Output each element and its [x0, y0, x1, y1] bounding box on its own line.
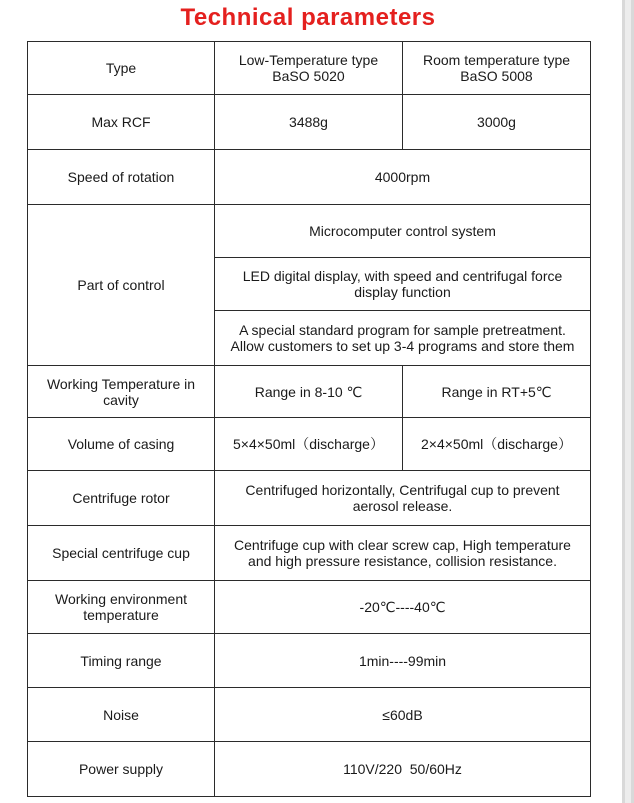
- power-value: 110V/220 50/60Hz: [215, 742, 591, 797]
- cup-value: Centrifuge cup with clear screw cap, High temperature and high pressure resistance, collision resistance.: [215, 526, 591, 581]
- low-temp-model: BaSO 5020: [272, 68, 345, 84]
- low-temp-type-name: Low-Temperature type: [238, 52, 379, 68]
- control-label: Part of control: [28, 205, 215, 366]
- speed-label: Speed of rotation: [28, 150, 215, 205]
- working-temp-label: Working Temperature in cavity: [28, 366, 215, 418]
- low-temp-type-cell: [215, 42, 403, 95]
- type-label: Type: [28, 42, 215, 95]
- noise-label: Noise: [28, 688, 215, 742]
- max-rcf-low-temp: 3488g: [215, 95, 403, 150]
- table-row-timing: [28, 634, 591, 688]
- table-row-power: [28, 742, 591, 797]
- table-row-cup: [28, 526, 591, 581]
- table-row-volume: [28, 418, 591, 471]
- volume-label: Volume of casing: [28, 418, 215, 471]
- max-rcf-label: Max RCF: [28, 95, 215, 150]
- volume-low-temp: 5×4×50ml（discharge）: [215, 418, 403, 471]
- rotor-value: Centrifuged horizontally, Centrifugal cup to prevent aerosol release.: [215, 471, 591, 526]
- page-title: Technical parameters: [180, 4, 436, 31]
- cup-label: Special centrifuge cup: [28, 526, 215, 581]
- table-row-rotor: [28, 471, 591, 526]
- room-temp-type-name: Room temperature type: [422, 52, 571, 68]
- speed-value: 4000rpm: [215, 150, 591, 205]
- volume-room-temp: 2×4×50ml（discharge）: [403, 418, 591, 471]
- env-temp-value: -20℃----40℃: [215, 581, 591, 634]
- working-temp-room: Range in RT+5℃: [403, 366, 591, 418]
- table-row-noise: [28, 688, 591, 742]
- max-rcf-room-temp: 3000g: [403, 95, 591, 150]
- table-row-type: [28, 42, 591, 95]
- table-row-max-rcf: [28, 95, 591, 150]
- table-row-env-temp: [28, 581, 591, 634]
- table-row-control-1: [28, 205, 591, 258]
- working-temp-low: Range in 8-10 ℃: [215, 366, 403, 418]
- timing-value: 1min----99min: [215, 634, 591, 688]
- room-temp-model: BaSO 5008: [460, 68, 533, 84]
- room-temp-type-cell: [403, 42, 591, 95]
- control-item-2: LED digital display, with speed and centrifugal force display function: [215, 258, 591, 311]
- table-row-speed: [28, 150, 591, 205]
- rotor-label: Centrifuge rotor: [28, 471, 215, 526]
- spec-table: [27, 41, 591, 797]
- scrollbar[interactable]: [622, 0, 634, 803]
- control-item-3: A special standard program for sample pretreatment. Allow customers to set up 3-4 programs and store them: [215, 311, 591, 366]
- scrollbar-thumb[interactable]: [625, 0, 631, 803]
- env-temp-label: Working environment temperature: [28, 581, 215, 634]
- table-row-working-temp: [28, 366, 591, 418]
- timing-label: Timing range: [28, 634, 215, 688]
- control-item-1: Microcomputer control system: [215, 205, 591, 258]
- power-label: Power supply: [28, 742, 215, 797]
- noise-value: ≤60dB: [215, 688, 591, 742]
